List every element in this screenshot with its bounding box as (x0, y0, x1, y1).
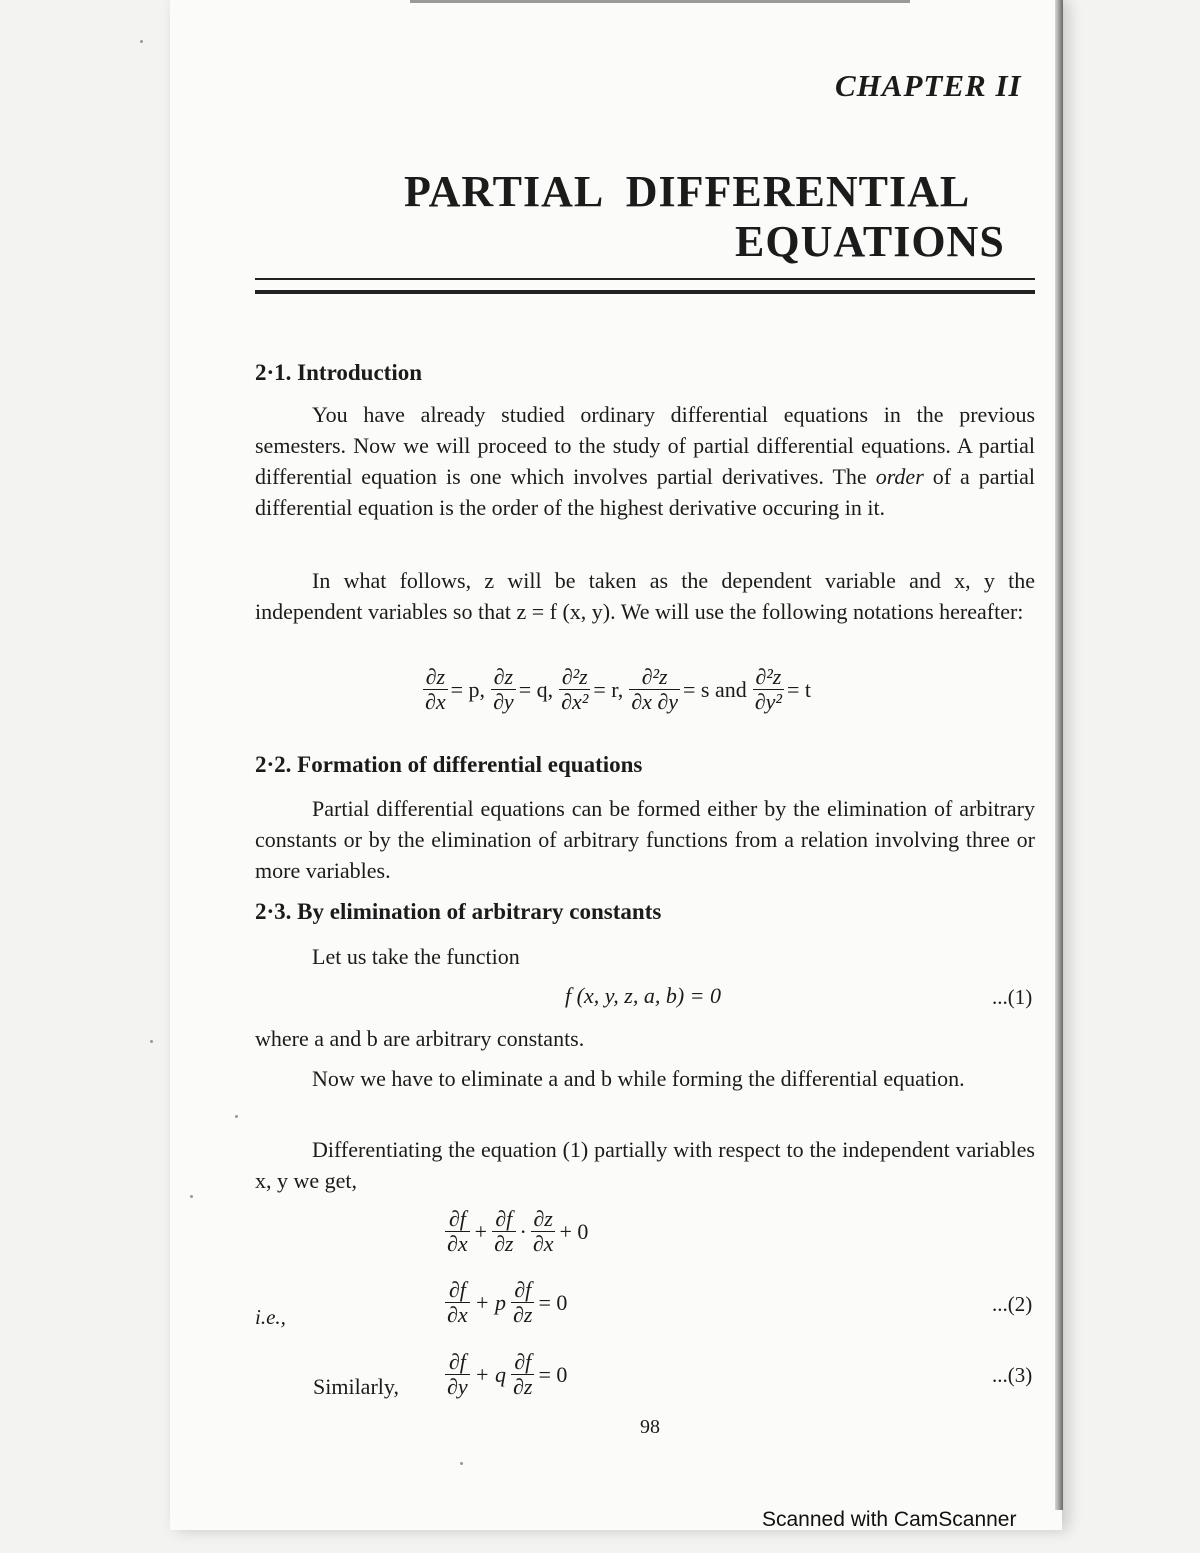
chapter-label: CHAPTER II (835, 68, 1022, 103)
scan-speck (235, 1115, 238, 1118)
differentiating-statement: Differentiating the equation (1) partially with respect to the independent variables x, y we get, (255, 1137, 1035, 1193)
equation-partial-x: $\frac{\partial f}{\partial x}$ + $\frac{\partial f}{\partial z}$ · $\frac{\partial z}{\partial x}$ + 0 (447, 1206, 589, 1256)
frac-d2z-dxdy: $\frac{\text{∂²z}}{\partial x \partial y}$ (631, 664, 678, 714)
frac-dz-dy: $\frac{\partial z}{\partial y}$ (493, 664, 514, 714)
eliminate-statement: Now we have to eliminate a and b while forming the differential equation. (312, 1066, 965, 1091)
notation-equation: $\frac{\partial z}{\partial x}$ = p, $\frac{\partial z}{\partial y}$ = q, $\frac{\text{∂²z}}{\text{∂x²}}$ = r, $\frac{\text{∂²z}}{\partial x \partial y}$ = s and $\frac{\text{∂²z}}{\text{∂y²}}$ = t (425, 664, 811, 714)
page-number: 98 (640, 1416, 660, 1438)
page-edge-shadow (1055, 0, 1063, 1510)
intro-paragraph-1 (255, 399, 1035, 523)
title-rule-thick (255, 290, 1035, 294)
frac-d2z-dy2: $\frac{\text{∂²z}}{\text{∂y²}}$ (754, 664, 782, 714)
top-border (410, 0, 910, 3)
scan-speck (460, 1462, 463, 1465)
title-rule-thin (255, 278, 1035, 280)
intro-paragraph-2: In what follows, z will be taken as the dependent variable and x, y the independent variables so that z = f (x, y). We will use the following notations hereafter: (255, 568, 1035, 624)
function-intro: Let us take the function (312, 944, 520, 969)
order-term: order (875, 464, 924, 489)
ie-label: i.e., (255, 1305, 286, 1329)
constants-statement: where a and b are arbitrary constants. (255, 1026, 585, 1051)
section-heading-elimination: 2·3. By elimination of arbitrary constants (255, 899, 662, 924)
frac-dz-dx: $\frac{\partial z}{\partial x}$ (425, 664, 446, 714)
equation-2-number: ...(2) (992, 1292, 1033, 1316)
scan-speck (190, 1195, 193, 1198)
scan-speck (150, 1040, 153, 1043)
formation-paragraph: Partial differential equations can be formed either by the elimination of arbitrary constants or by the elimination of arbitrary functions from a relation involving three or more variables. (255, 796, 1035, 883)
intro-paragraph-1-rest: of a partial differential equation is the order of the highest derivative occuring in it. (255, 464, 1035, 520)
equation-1: f (x, y, z, a, b) = 0 (565, 983, 721, 1008)
scan-speck (140, 40, 143, 43)
equation-1-number: ...(1) (992, 985, 1033, 1009)
intro-paragraph-1-text: You have already studied ordinary differential equations in the previous semesters. Now we will proceed to the study of partial differential equations. A partial differential equation is one which involves partial derivatives. The (255, 402, 1035, 489)
similarly-label: Similarly, (313, 1374, 399, 1399)
section-heading-introduction: 2·1. Introduction (255, 360, 422, 385)
frac-d2z-dx2: $\frac{\text{∂²z}}{\text{∂x²}}$ (561, 664, 589, 714)
equation-2: $\frac{\partial f}{\partial x}$ + p $\frac{\partial f}{\partial z}$ = 0 (447, 1277, 568, 1327)
equation-3-number: ...(3) (992, 1363, 1033, 1387)
chapter-title-line2: EQUATIONS (735, 217, 1005, 266)
section-heading-formation: 2·2. Formation of differential equations (255, 752, 643, 777)
chapter-title-line1: PARTIAL DIFFERENTIAL (404, 167, 971, 216)
equation-3: $\frac{\partial f}{\partial y}$ + q $\frac{\partial f}{\partial z}$ = 0 (447, 1349, 568, 1399)
scanner-watermark: Scanned with CamScanner (762, 1508, 1017, 1531)
